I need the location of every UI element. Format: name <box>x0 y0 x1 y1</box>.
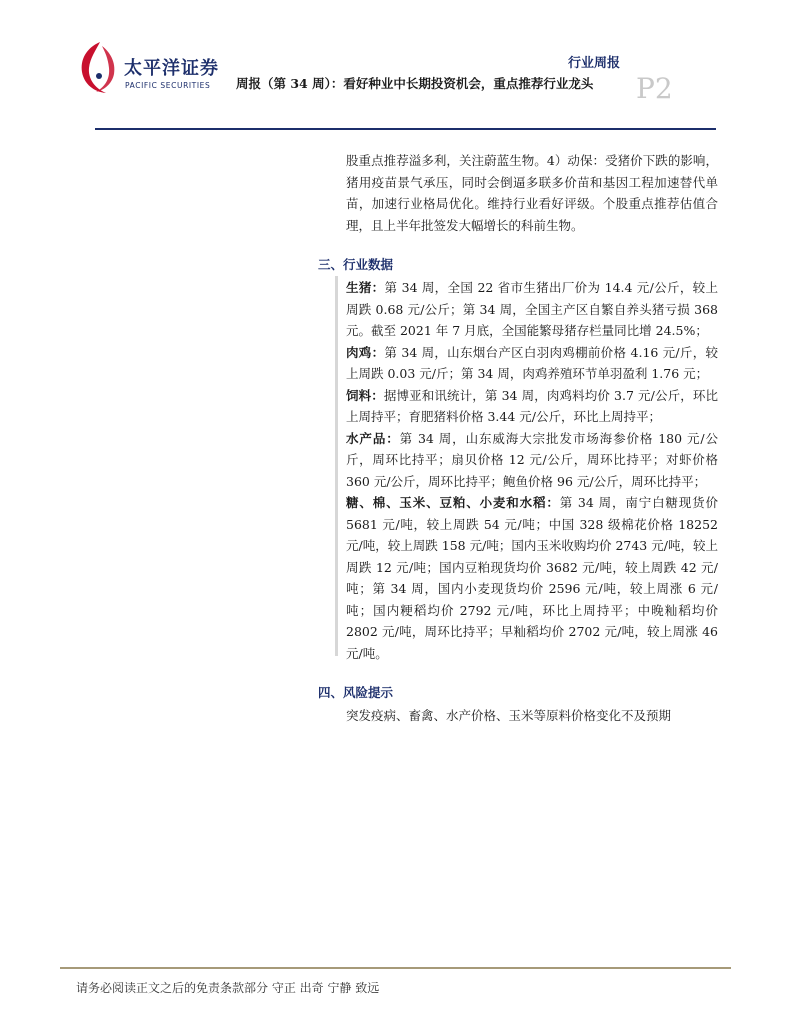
data-item-label: 饲料： <box>346 387 384 403</box>
footer-divider <box>60 967 731 969</box>
data-item-text: 第 34 周，全国 22 省市生猪出厂价为 14.4 元/公斤，较上周跌 0.68 元/公斤；第 34 周，全国主产区自繁自养头猪亏损 368 元。截至 2021 年 7 月底，全国能繁母猪存栏量同比增 24.5%； <box>346 280 718 338</box>
report-type-label: 行业周报 <box>568 56 621 71</box>
header-divider <box>95 128 716 130</box>
data-item-text: 第 34 周，南宁白糖现货价 5681 元/吨，较上周跌 54 元/吨；中国 328 级棉花价格 18252 元/吨，较上周跌 158 元/吨；国内玉米收购均价 2743 元/吨，较上周跌 12 元/吨；国内豆粕现货均价 3682 元/吨，较上周跌 42 元/吨；第 34 周，国内小麦现货均价 2596 元/吨，较上周涨 6 元/吨；国内粳稻均价 2792 元/吨，环比上周持平；中晚籼稻均价 2802 元/吨，周环比持平；早籼稻均价 2702 元/吨，较上周涨 46 元/吨。 <box>346 495 718 661</box>
risk-text: 突发疫病、畜禽、水产价格、玉米等原料价格变化不及预期 <box>346 708 672 723</box>
logo-chinese-name: 太平洋证券 <box>124 58 219 79</box>
data-item-label: 水产品： <box>346 430 400 446</box>
data-item-label: 糖、棉、玉米、豆粕、小麦和水稻： <box>346 495 560 510</box>
report-body <box>318 150 718 727</box>
logo-english-name: PACIFIC SECURITIES <box>125 81 211 90</box>
intro-paragraph: 股重点推荐溢多利，关注蔚蓝生物。4）动保：受猪价下跌的影响，猪用疫苗景气承压，同时会倒逼多联多价苗和基因工程加速替代单苗，加速行业格局优化。维持行业看好评级。个股重点推荐估值合理，且上半年批签发大幅增长的科前生物。 <box>346 153 718 233</box>
data-item-label: 生猪： <box>346 280 385 295</box>
company-logo <box>76 38 226 98</box>
page-number: P2 <box>636 72 673 105</box>
data-item-text: 据博亚和讯统计，第 34 周，肉鸡料均价 3.7 元/公斤，环比上周持平；育肥猪料价格 3.44 元/公斤，环比上周持平； <box>346 387 718 424</box>
data-item-label: 肉鸡： <box>346 344 385 360</box>
section-title-industry-data: 三、行业数据 <box>318 257 394 272</box>
data-item-feed <box>318 385 718 428</box>
data-item-text: 第 34 周，山东烟台产区白羽肉鸡棚前价格 4.16 元/斤，较上周跌 0.03 元/斤；第 34 周，肉鸡养殖环节单羽盈利 1.76 元； <box>346 344 718 381</box>
footer-disclaimer: 请务必阅读正文之后的免责条款部分 守正 出奇 宁静 致远 <box>76 981 380 995</box>
section-title-risk: 四、风险提示 <box>318 685 394 700</box>
data-item-broiler <box>318 342 718 385</box>
report-title: 周报（第 34 周）：看好种业中长期投资机会，重点推荐行业龙头 <box>236 76 594 91</box>
data-item-hog <box>318 277 718 342</box>
logo-emblem-icon <box>76 38 124 98</box>
data-item-text: 第 34 周，山东威海大宗批发市场海参价格 180 元/公斤，周环比持平；扇贝价格 12 元/公斤，周环比持平；对虾价格 360 元/公斤，周环比持平；鲍鱼价格 96 元/公斤，周环比持平； <box>346 430 718 489</box>
data-item-aquatic <box>318 428 718 493</box>
data-item-crops <box>318 492 718 664</box>
